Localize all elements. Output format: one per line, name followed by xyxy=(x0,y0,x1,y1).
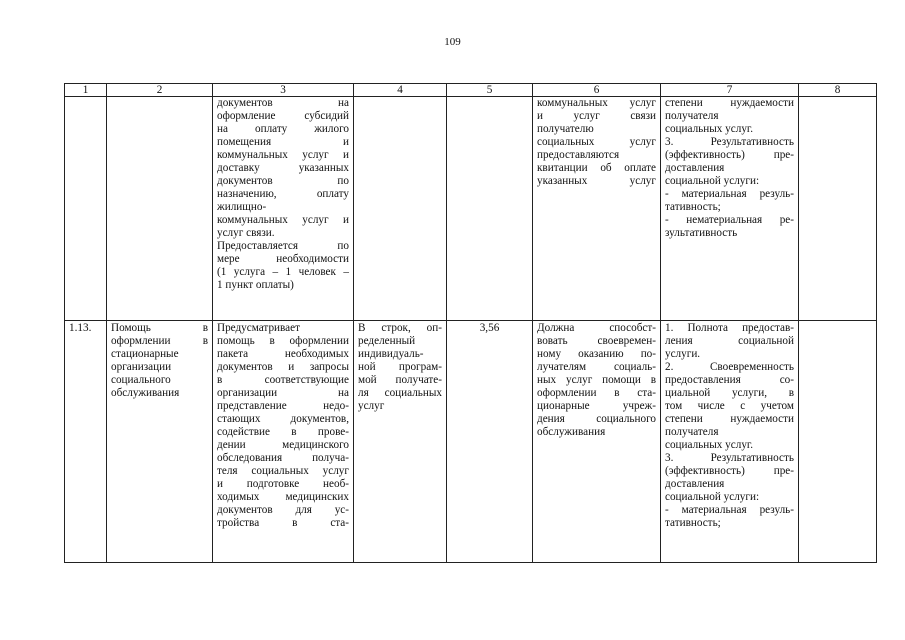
cell-line: оформлении в ста- xyxy=(537,387,656,399)
cell-line: ному оказанию по- xyxy=(537,348,656,360)
cell-line: в соответствующие xyxy=(217,374,349,386)
cell-line: услуги. xyxy=(665,348,701,360)
cell-line: 3. Результативность xyxy=(665,136,794,148)
table-row xyxy=(65,321,877,563)
cell-line: том числе с учетом xyxy=(665,400,794,412)
cell-line: получателя xyxy=(665,426,719,438)
cell-line: помещения и xyxy=(217,136,349,148)
cell-line: получателю xyxy=(537,123,594,135)
cell-line: услуг xyxy=(358,400,385,412)
cell-conditions xyxy=(533,97,661,321)
cell-quality-indicators xyxy=(661,97,799,321)
cell-number xyxy=(65,97,107,321)
cell-line: ных услуг помощи в xyxy=(537,374,656,386)
cell-line: ционарные учреж- xyxy=(537,400,656,412)
cell-line: коммунальных услуг и xyxy=(217,149,349,161)
header-col-3: 3 xyxy=(213,84,354,97)
header-col-2: 2 xyxy=(107,84,213,97)
cell-line: предоставления со- xyxy=(665,374,794,386)
cell-description xyxy=(213,97,354,321)
cell-line: коммунальных услуг и xyxy=(217,214,349,226)
header-col-4: 4 xyxy=(354,84,447,97)
cell-number: 1.13. xyxy=(65,321,107,563)
cell-line: доставку указанных xyxy=(217,162,349,174)
cell-line: 3. Результативность xyxy=(665,452,794,464)
table-row xyxy=(65,97,877,321)
cell-line: и услуг связи xyxy=(537,110,656,122)
cell-tariff xyxy=(447,97,533,321)
cell-line: получателя xyxy=(665,110,719,122)
cell-line: тативность; xyxy=(665,517,721,529)
cell-line: социальных услуг. xyxy=(665,123,754,135)
header-col-7: 7 xyxy=(661,84,799,97)
cell-line: 1. Полнота предостав- xyxy=(665,322,794,334)
cell-line: доставления xyxy=(665,478,725,490)
cell-line: (1 услуга – 1 человек – xyxy=(217,266,349,278)
cell-line: 2. Своевременность xyxy=(665,361,794,373)
cell-line: - материальная резуль- xyxy=(665,504,794,516)
cell-line: социальных услуг xyxy=(537,136,656,148)
cell-line: степени нуждаемости xyxy=(665,413,794,425)
header-col-6: 6 xyxy=(533,84,661,97)
cell-line: степени нуждаемости xyxy=(665,97,794,109)
cell-line: ля социальных xyxy=(358,387,442,399)
cell-line: содействие в прове- xyxy=(217,426,349,438)
services-table xyxy=(64,83,877,563)
cell-line: и подготовке необ- xyxy=(217,478,349,490)
cell-line: обслуживания xyxy=(111,387,180,399)
cell-line: документов на xyxy=(217,97,349,109)
cell-line: - материальная резуль- xyxy=(665,188,794,200)
cell-line: индивидуаль- xyxy=(358,348,424,360)
cell-line: дении медицинского xyxy=(217,439,349,451)
cell-notes xyxy=(799,321,877,563)
cell-line: организации на xyxy=(217,387,349,399)
cell-conditions xyxy=(533,321,661,563)
cell-line: предоставляются xyxy=(537,149,620,161)
cell-line: оформление субсидий xyxy=(217,110,349,122)
cell-line: пакета необходимых xyxy=(217,348,349,360)
cell-line: представление недо- xyxy=(217,400,349,412)
cell-line: теля социальных услуг xyxy=(217,465,349,477)
cell-term xyxy=(354,321,447,563)
cell-line: стационарные xyxy=(111,348,179,360)
cell-description xyxy=(213,321,354,563)
cell-line: Помощь в xyxy=(111,322,208,334)
cell-line: - нематериальная ре- xyxy=(665,214,794,226)
cell-line: квитанции об оплате xyxy=(537,162,656,174)
cell-line: стающих документов, xyxy=(217,413,349,425)
cell-line: услуг связи. xyxy=(217,227,275,239)
cell-line: доставления xyxy=(665,162,725,174)
cell-line: зультативность xyxy=(665,227,738,239)
cell-line: назначению, оплату xyxy=(217,188,349,200)
cell-line: обслуживания xyxy=(537,426,606,438)
header-row xyxy=(65,84,877,97)
cell-line: указанных услуг xyxy=(537,175,656,187)
cell-line: оформлении в xyxy=(111,335,208,347)
cell-line: циальной услуги, в xyxy=(665,387,794,399)
cell-line: социальной услуги: xyxy=(665,491,760,503)
cell-line: помощь в оформлении xyxy=(217,335,349,347)
header-col-5: 5 xyxy=(447,84,533,97)
cell-line: организации xyxy=(111,361,172,373)
cell-line: тативность; xyxy=(665,201,721,213)
cell-line: ной програм- xyxy=(358,361,442,373)
cell-line: социальной услуги: xyxy=(665,175,760,187)
cell-line: мой получате- xyxy=(358,374,442,386)
cell-line: документов по xyxy=(217,175,349,187)
cell-line: вовать своевремен- xyxy=(537,335,656,347)
cell-line: Предусматривает xyxy=(217,322,300,334)
cell-line: 1 пункт оплаты) xyxy=(217,279,294,291)
cell-quality-indicators xyxy=(661,321,799,563)
cell-line: ределенный xyxy=(358,335,416,347)
cell-tariff: 3,56 xyxy=(447,321,533,563)
cell-line: мере необходимости xyxy=(217,253,349,265)
cell-notes xyxy=(799,97,877,321)
cell-line: ходимых медицинских xyxy=(217,491,349,503)
cell-line: документов для ус- xyxy=(217,504,349,516)
cell-line: на оплату жилого xyxy=(217,123,349,135)
header-col-8: 8 xyxy=(799,84,877,97)
cell-line: (эффективность) пре- xyxy=(665,149,794,161)
cell-service-name xyxy=(107,97,213,321)
cell-line: В строк, оп- xyxy=(358,322,442,334)
cell-line: Должна способст- xyxy=(537,322,656,334)
cell-line: обследования получа- xyxy=(217,452,349,464)
cell-line: социального xyxy=(111,374,171,386)
cell-line: лучателям социаль- xyxy=(537,361,656,373)
cell-line: дения социального xyxy=(537,413,656,425)
page-number: 109 xyxy=(444,36,461,48)
cell-line: (эффективность) пре- xyxy=(665,465,794,477)
cell-line: социальных услуг. xyxy=(665,439,754,451)
cell-service-name xyxy=(107,321,213,563)
cell-term xyxy=(354,97,447,321)
cell-line: Предоставляется по xyxy=(217,240,349,252)
cell-line: тройства в ста- xyxy=(217,517,349,529)
cell-line: ления социальной xyxy=(665,335,794,347)
cell-line: документов и запросы xyxy=(217,361,349,373)
cell-line: коммунальных услуг xyxy=(537,97,656,109)
header-col-1: 1 xyxy=(65,84,107,97)
cell-line: жилищно- xyxy=(217,201,267,213)
